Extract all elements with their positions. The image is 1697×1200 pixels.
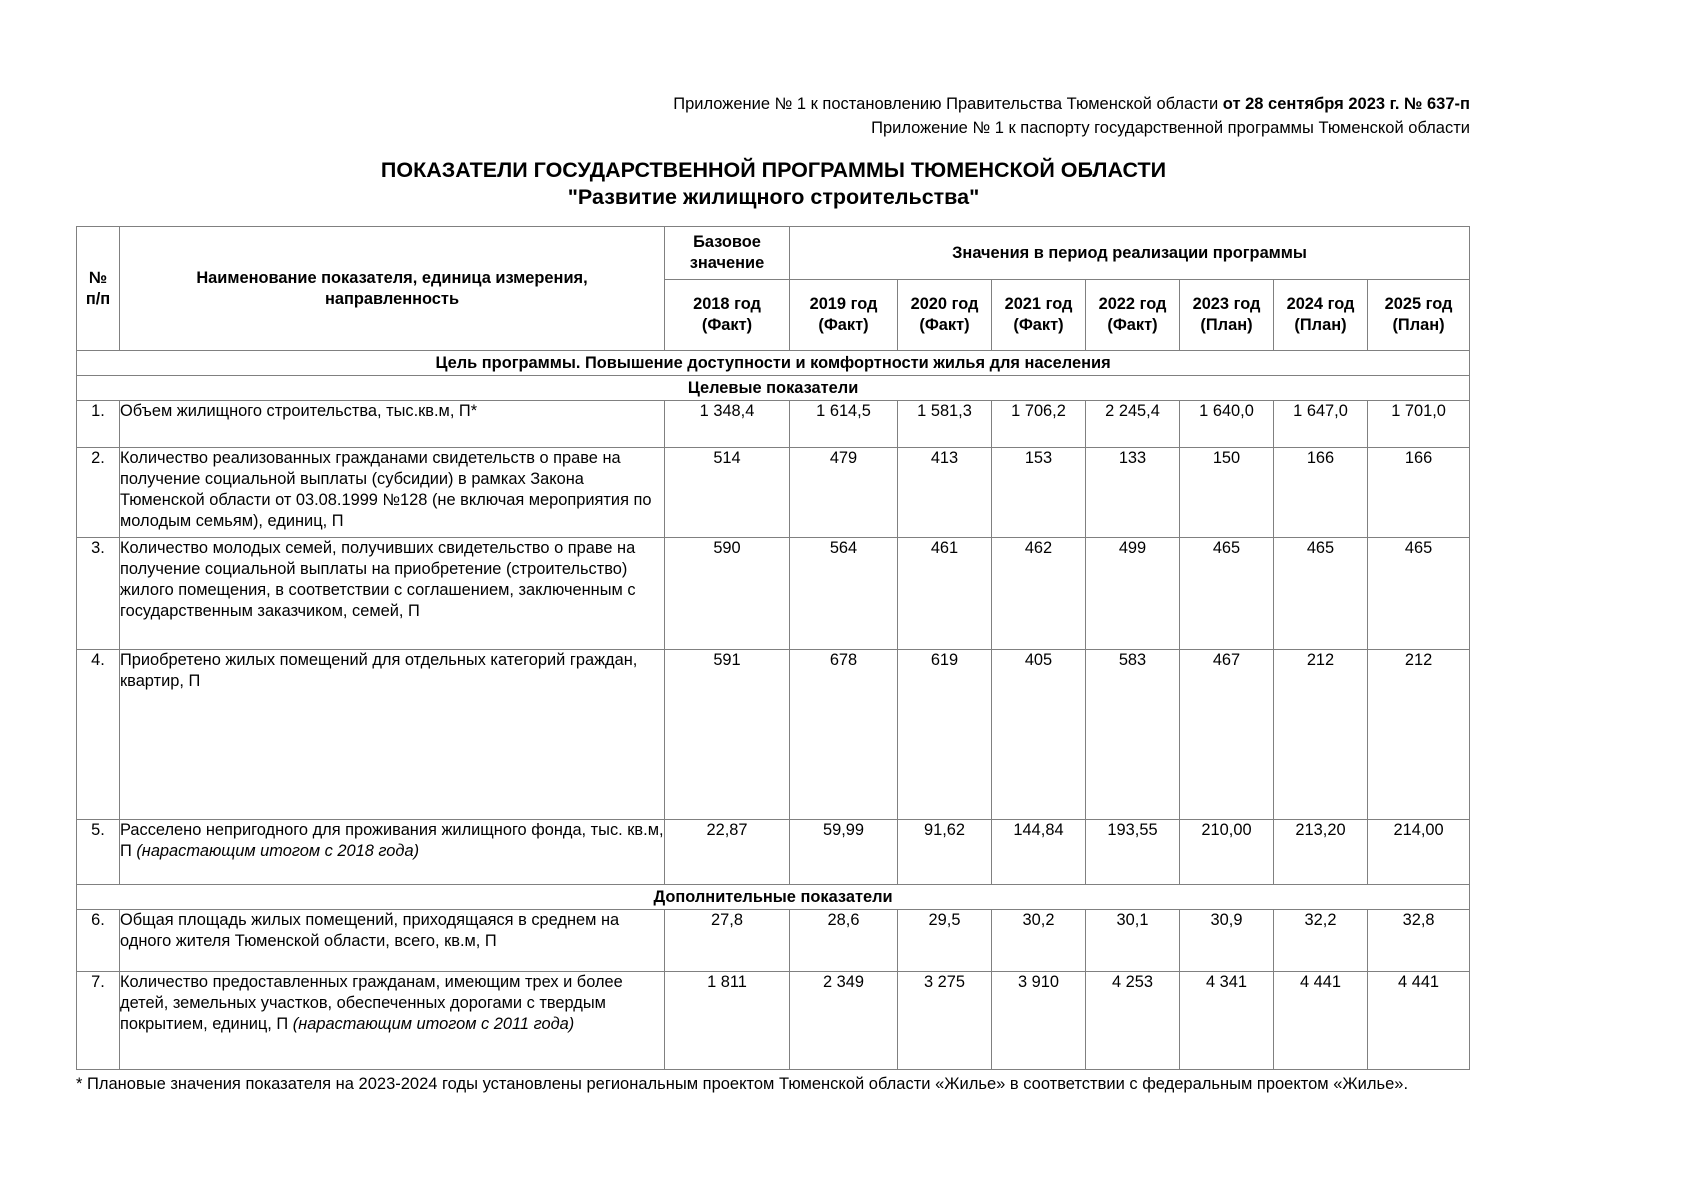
value-cell: 3 275 [898,972,992,1070]
value-cell: 2 245,4 [1086,401,1180,448]
value-cell: 4 253 [1086,972,1180,1070]
value-cell: 29,5 [898,910,992,972]
value-cell: 32,8 [1368,910,1470,972]
value-cell: 1 348,4 [665,401,790,448]
row-num: 3. [77,538,120,650]
value-cell: 144,84 [992,820,1086,885]
row-num: 7. [77,972,120,1070]
value-cell: 1 706,2 [992,401,1086,448]
header-year: 2023 год (План) [1180,280,1274,351]
row-num: 1. [77,401,120,448]
header-num: № п/п [77,227,120,351]
row-num: 6. [77,910,120,972]
table-row [77,401,1470,448]
value-cell: 210,00 [1180,820,1274,885]
header-year: 2025 год (План) [1368,280,1470,351]
value-cell: 564 [790,538,898,650]
header-line-1-prefix: Приложение № 1 к постановлению Правительства Тюменской области [673,95,1223,113]
row-name-text: Количество молодых семей, получивших свидетельство о праве на получение социальной выплаты на приобретение (строительство) жилого помещения, в соответствии с соглашением, заключенным с государственным заказчиком, семей, П [120,539,636,620]
header-line-1 [673,92,1470,116]
value-cell: 193,55 [1086,820,1180,885]
header-row-1 [77,227,1470,280]
value-cell: 4 441 [1368,972,1470,1070]
value-cell: 465 [1180,538,1274,650]
value-cell: 467 [1180,650,1274,820]
row-name [120,972,665,1070]
row-num: 2. [77,448,120,538]
row-name-text: Расселено непригодного для проживания жилищного фонда, тыс. кв.м, П [120,821,664,860]
header-name: Наименование показателя, единица измерения, направленность [120,227,665,351]
row-name-italic: (нарастающим итогом с 2011 года) [292,1015,575,1033]
value-cell: 3 910 [992,972,1086,1070]
value-cell: 499 [1086,538,1180,650]
section-row [77,885,1470,910]
row-name-text: Количество предоставленных гражданам, имеющим трех и более детей, земельных участков, обеспеченных дорогами с твердым покрытием, единиц, П [120,973,623,1033]
value-cell: 2 349 [790,972,898,1070]
row-name-italic: (нарастающим итогом с 2018 года) [136,842,420,860]
value-cell: 413 [898,448,992,538]
value-cell: 30,1 [1086,910,1180,972]
document-title: ПОКАЗАТЕЛИ ГОСУДАРСТВЕННОЙ ПРОГРАММЫ ТЮМЕНСКОЙ ОБЛАСТИ [380,158,1167,182]
value-cell: 514 [665,448,790,538]
goal-row [77,351,1470,376]
row-name [120,401,665,448]
value-cell: 213,20 [1274,820,1368,885]
value-cell: 1 640,0 [1180,401,1274,448]
header-line-2: Приложение № 1 к паспорту государственной программы Тюменской области [871,119,1470,137]
row-name [120,650,665,820]
footnote: * Плановые значения показателя на 2023-2024 годы установлены региональным проектом Тюменской области «Жилье» в соответствии с федеральным проектом «Жилье». [76,1075,1409,1093]
value-cell: 465 [1368,538,1470,650]
value-cell: 150 [1180,448,1274,538]
value-cell: 1 647,0 [1274,401,1368,448]
header-year: 2020 год (Факт) [898,280,992,351]
table-row [77,972,1470,1070]
header-year: 2024 год (План) [1274,280,1368,351]
value-cell: 461 [898,538,992,650]
value-cell: 27,8 [665,910,790,972]
value-cell: 166 [1274,448,1368,538]
value-cell: 59,99 [790,820,898,885]
row-name-text: Объем жилищного строительства, тыс.кв.м, П* [120,402,478,420]
table-row [77,448,1470,538]
value-cell: 591 [665,650,790,820]
indicators-table [76,226,1470,1070]
value-cell: 590 [665,538,790,650]
value-cell: 30,9 [1180,910,1274,972]
value-cell: 678 [790,650,898,820]
table-row [77,820,1470,885]
value-cell: 1 614,5 [790,401,898,448]
section-target-indicators: Целевые показатели [77,376,1470,401]
header-year: 2018 год (Факт) [665,280,790,351]
value-cell: 32,2 [1274,910,1368,972]
table-row [77,650,1470,820]
section-additional-indicators: Дополнительные показатели [77,885,1470,910]
value-cell: 465 [1274,538,1368,650]
value-cell: 30,2 [992,910,1086,972]
table-row [77,910,1470,972]
document-header [673,92,1470,140]
table-row [77,538,1470,650]
value-cell: 619 [898,650,992,820]
row-num: 5. [77,820,120,885]
row-name [120,910,665,972]
value-cell: 583 [1086,650,1180,820]
value-cell: 4 441 [1274,972,1368,1070]
row-name [120,820,665,885]
header-year: 2022 год (Факт) [1086,280,1180,351]
header-period: Значения в период реализации программы [790,227,1470,280]
row-num: 4. [77,650,120,820]
value-cell: 1 701,0 [1368,401,1470,448]
value-cell: 4 341 [1180,972,1274,1070]
header-base: Базовое значение [665,227,790,280]
header-year: 2019 год (Факт) [790,280,898,351]
row-name [120,538,665,650]
row-name [120,448,665,538]
row-name-text: Общая площадь жилых помещений, приходящаяся в среднем на одного жителя Тюменской области, всего, кв.м, П [120,911,620,950]
row-name-text: Количество реализованных гражданами свидетельств о праве на получение социальной выплаты (субсидии) в рамках Закона Тюменской области от 03.08.1999 №128 (не включая мероприятия по молодым семьям), единиц, П [120,449,652,530]
value-cell: 1 811 [665,972,790,1070]
header-year: 2021 год (Факт) [992,280,1086,351]
header-line-1-bold: от 28 сентября 2023 г. № 637-п [1222,95,1470,113]
goal-text: Цель программы. Повышение доступности и комфортности жилья для населения [77,351,1470,376]
section-row [77,376,1470,401]
value-cell: 405 [992,650,1086,820]
row-name-text: Приобретено жилых помещений для отдельных категорий граждан, квартир, П [120,651,638,690]
value-cell: 1 581,3 [898,401,992,448]
document-subtitle: "Развитие жилищного строительства" [567,185,980,209]
value-cell: 166 [1368,448,1470,538]
value-cell: 462 [992,538,1086,650]
value-cell: 22,87 [665,820,790,885]
value-cell: 212 [1368,650,1470,820]
value-cell: 28,6 [790,910,898,972]
value-cell: 133 [1086,448,1180,538]
value-cell: 153 [992,448,1086,538]
value-cell: 479 [790,448,898,538]
value-cell: 212 [1274,650,1368,820]
value-cell: 91,62 [898,820,992,885]
value-cell: 214,00 [1368,820,1470,885]
